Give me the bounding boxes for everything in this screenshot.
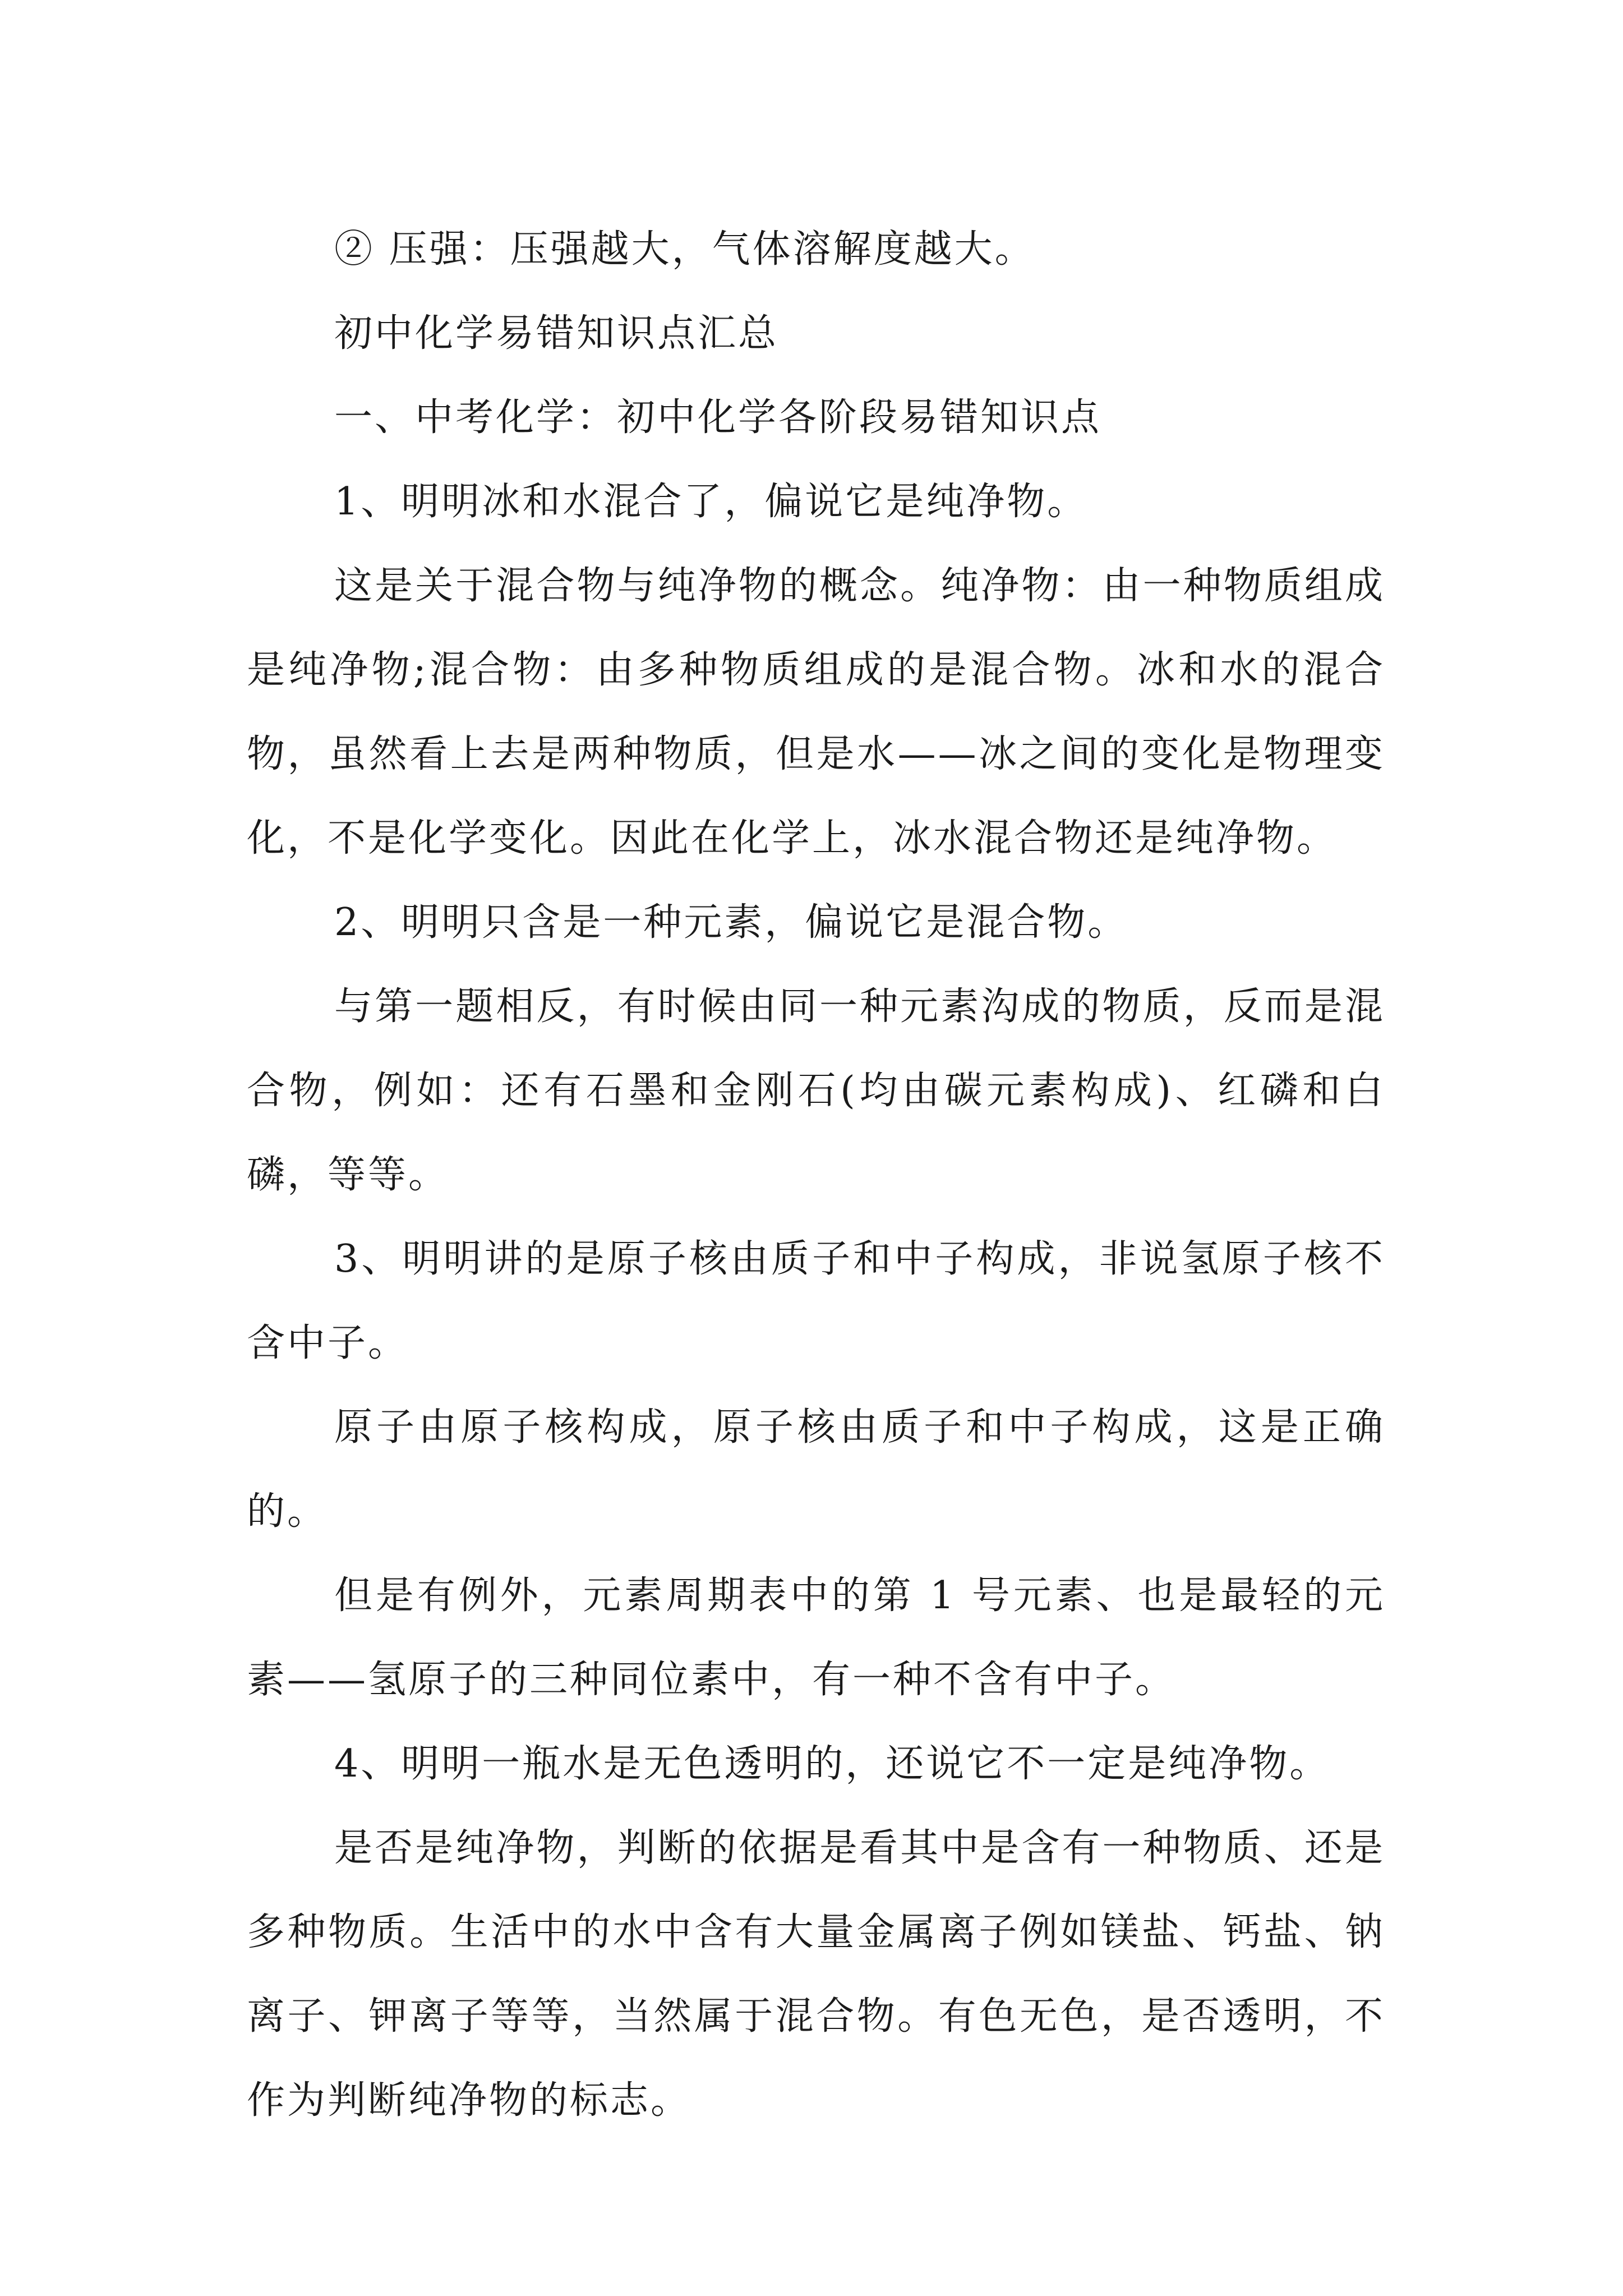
item-body-2: 与第一题相反，有时候由同一种元素沟成的物质，反而是混合物，例如：还有石墨和金刚石(均由碳元素构成)、红磷和白磷，等等。 <box>247 984 1385 1197</box>
item-body-3a: 原子由原子核构成，原子核由质子和中子构成，这是正确的。 <box>247 1405 1385 1534</box>
section-heading: 一、中考化学：初中化学各阶段易错知识点 <box>334 395 1102 440</box>
document-body <box>247 208 1385 2143</box>
item-body-1: 这是关于混合物与纯净物的概念。纯净物：由一种物质组成是纯净物;混合物：由多种物质组成的是混合物。冰和水的混合物，虽然看上去是两种物质，但是水——冰之间的变化是物理变化，不是化学变化。因此在化学上，冰水混合物还是纯净物。 <box>247 564 1385 861</box>
item-heading-1: 1、明明冰和水混合了，偏说它是纯净物。 <box>334 480 1088 524</box>
paragraph-pressure-solubility: ② 压强：压强越大，气体溶解度越大。 <box>334 227 1035 272</box>
item-body-4: 是否是纯净物，判断的依据是看其中是含有一种物质、还是多种物质。生活中的水中含有大量金属离子例如镁盐、钙盐、钠离子、钾离子等等，当然属于混合物。有色无色，是否透明，不作为判断纯净物的标志。 <box>247 1826 1385 2123</box>
item-heading-4: 4、明明一瓶水是无色透明的，还说它不一定是纯净物。 <box>334 1742 1330 1786</box>
item-heading-2: 2、明明只含是一种元素，偏说它是混合物。 <box>334 900 1128 945</box>
item-body-3b: 但是有例外，元素周期表中的第 1 号元素、也是最轻的元素——氢原子的三种同位素中，有一种不含有中子。 <box>247 1573 1385 1702</box>
item-heading-3: 3、明明讲的是原子核由质子和中子构成，非说氢原子核不含中子。 <box>247 1237 1385 1365</box>
section-title: 初中化学易错知识点汇总 <box>334 311 779 356</box>
